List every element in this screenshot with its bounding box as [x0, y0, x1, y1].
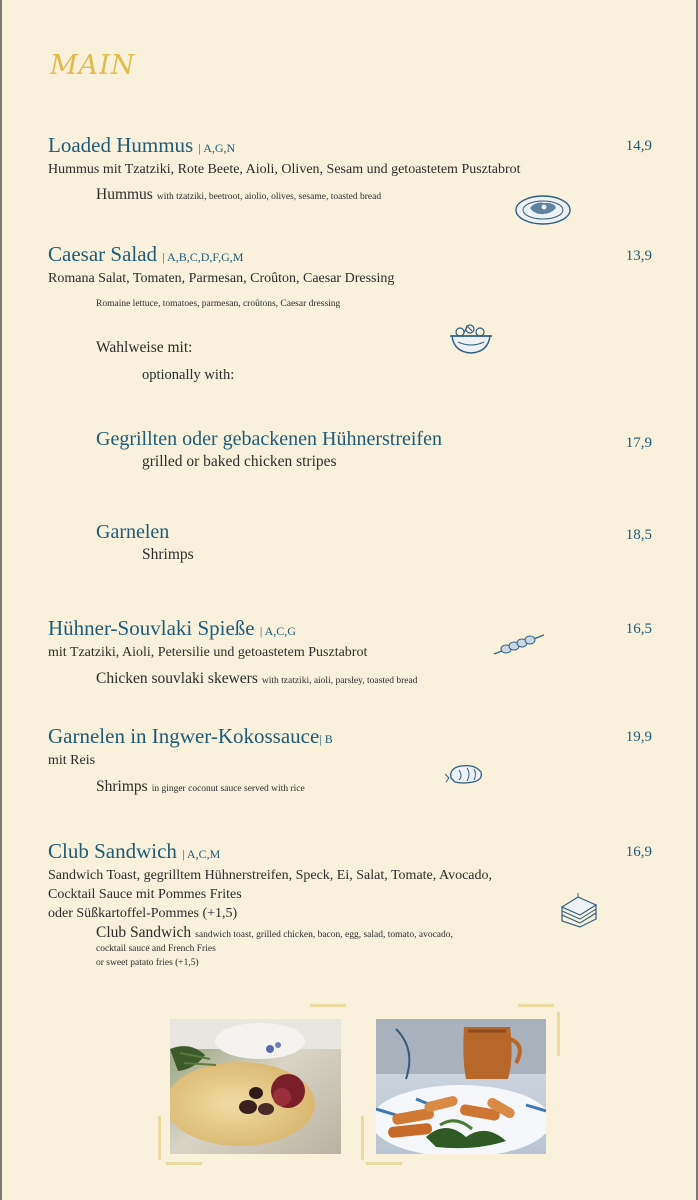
option-label-de: Wahlweise mit: — [96, 339, 193, 356]
item-description-de: mit Tzatziki, Aioli, Petersilie und getoastetem Pusztabrot — [48, 645, 368, 660]
item-allergens: | A,C,M — [182, 847, 221, 861]
item-name-en: Hummus — [96, 186, 153, 203]
item-description-de: mit Reis — [48, 753, 96, 768]
frame-line — [158, 1116, 161, 1160]
option-item-shrimps — [96, 521, 596, 564]
shrimp-icon — [445, 760, 487, 791]
salad-bowl-icon — [446, 322, 496, 361]
item-desc-en: in ginger coconut sauce served with rice — [151, 784, 305, 794]
menu-item-caesar-salad — [48, 242, 668, 385]
item-name-en: Chicken souvlaki skewers — [96, 670, 258, 687]
frame-line — [366, 1162, 402, 1165]
menu-item-loaded-hummus — [48, 133, 668, 204]
frame-line — [557, 1012, 560, 1056]
item-allergens: | A,B,C,D,F,G,M — [162, 250, 244, 264]
option-price: 17,9 — [625, 435, 652, 451]
option-label-en: optionally with: — [142, 367, 235, 383]
item-description-en — [96, 670, 668, 688]
skewer-icon — [492, 630, 546, 663]
item-allergens: | A,C,G — [259, 624, 296, 638]
item-description-en — [96, 778, 668, 796]
item-name: Club Sandwich — [48, 839, 177, 863]
item-name: Loaded Hummus — [48, 133, 194, 157]
option-name-en: grilled or baked chicken stripes — [142, 453, 337, 470]
item-name: Garnelen in Ingwer-Kokossauce — [48, 724, 320, 748]
item-allergens: | A,G,N — [198, 141, 236, 155]
item-description-en: Romaine lettuce, tomatoes, parmesan, croûtons, Caesar dressing — [96, 299, 341, 309]
item-description-de: Hummus mit Tzatziki, Rote Beete, Aioli, Oliven, Sesam und getoastetem Pusztabrot — [48, 162, 521, 177]
item-desc-en: with tzatziki, aioli, parsley, toasted bread — [261, 676, 418, 686]
option-name: Garnelen — [96, 521, 170, 543]
item-price: 19,9 — [625, 729, 652, 745]
item-description-de-3: oder Süßkartoffel-Pommes (+1,5) — [48, 906, 238, 921]
item-description-de: Romana Salat, Tomaten, Parmesan, Croûton, Caesar Dressing — [48, 271, 395, 286]
item-name: Caesar Salad — [48, 242, 158, 266]
chicken-strips-photo — [376, 1019, 546, 1154]
option-name: Gegrillten oder gebackenen Hühnerstreifen — [96, 428, 442, 450]
frame-line — [518, 1004, 554, 1007]
frame-line — [166, 1162, 202, 1165]
menu-item-souvlaki — [48, 616, 668, 688]
item-desc-en-3: or sweet patato fries (+1,5) — [96, 958, 199, 968]
frame-line — [361, 1116, 364, 1160]
item-desc-en-2: cocktail sauce and French Fries — [96, 944, 216, 954]
item-name-en: Shrimps — [96, 778, 148, 795]
item-price: 16,5 — [625, 621, 652, 637]
section-title: MAIN — [50, 50, 136, 81]
item-description-de-2: Cocktail Sauce mit Pommes Frites — [48, 887, 242, 902]
hummus-photo — [170, 1019, 341, 1154]
item-desc-en-1: sandwich toast, grilled chicken, bacon, egg, salad, tomato, avocado, — [195, 930, 453, 940]
option-price: 18,5 — [625, 527, 652, 543]
item-price: 14,9 — [625, 138, 652, 154]
item-price: 13,9 — [625, 248, 652, 264]
item-description-de-1: Sandwich Toast, gegrilltem Hühnerstreifen, Speck, Ei, Salat, Tomate, Avocado, — [48, 868, 492, 883]
plate-icon — [514, 193, 572, 232]
option-item-chicken-stripes — [96, 428, 596, 471]
item-description-en — [96, 186, 668, 204]
item-desc-en: with tzatziki, beetroot, aiolio, olives, sesame, toasted bread — [156, 192, 382, 202]
item-name-en: Club Sandwich — [96, 924, 192, 941]
item-price: 16,9 — [625, 844, 652, 860]
item-name: Hühner-Souvlaki Spieße — [48, 616, 255, 640]
option-name-en: Shrimps — [142, 546, 194, 563]
frame-line — [310, 1004, 346, 1007]
menu-item-shrimp-coconut — [48, 724, 668, 796]
menu-page — [2, 0, 696, 1200]
sandwich-icon — [558, 893, 600, 934]
item-allergens: | B — [319, 732, 333, 746]
